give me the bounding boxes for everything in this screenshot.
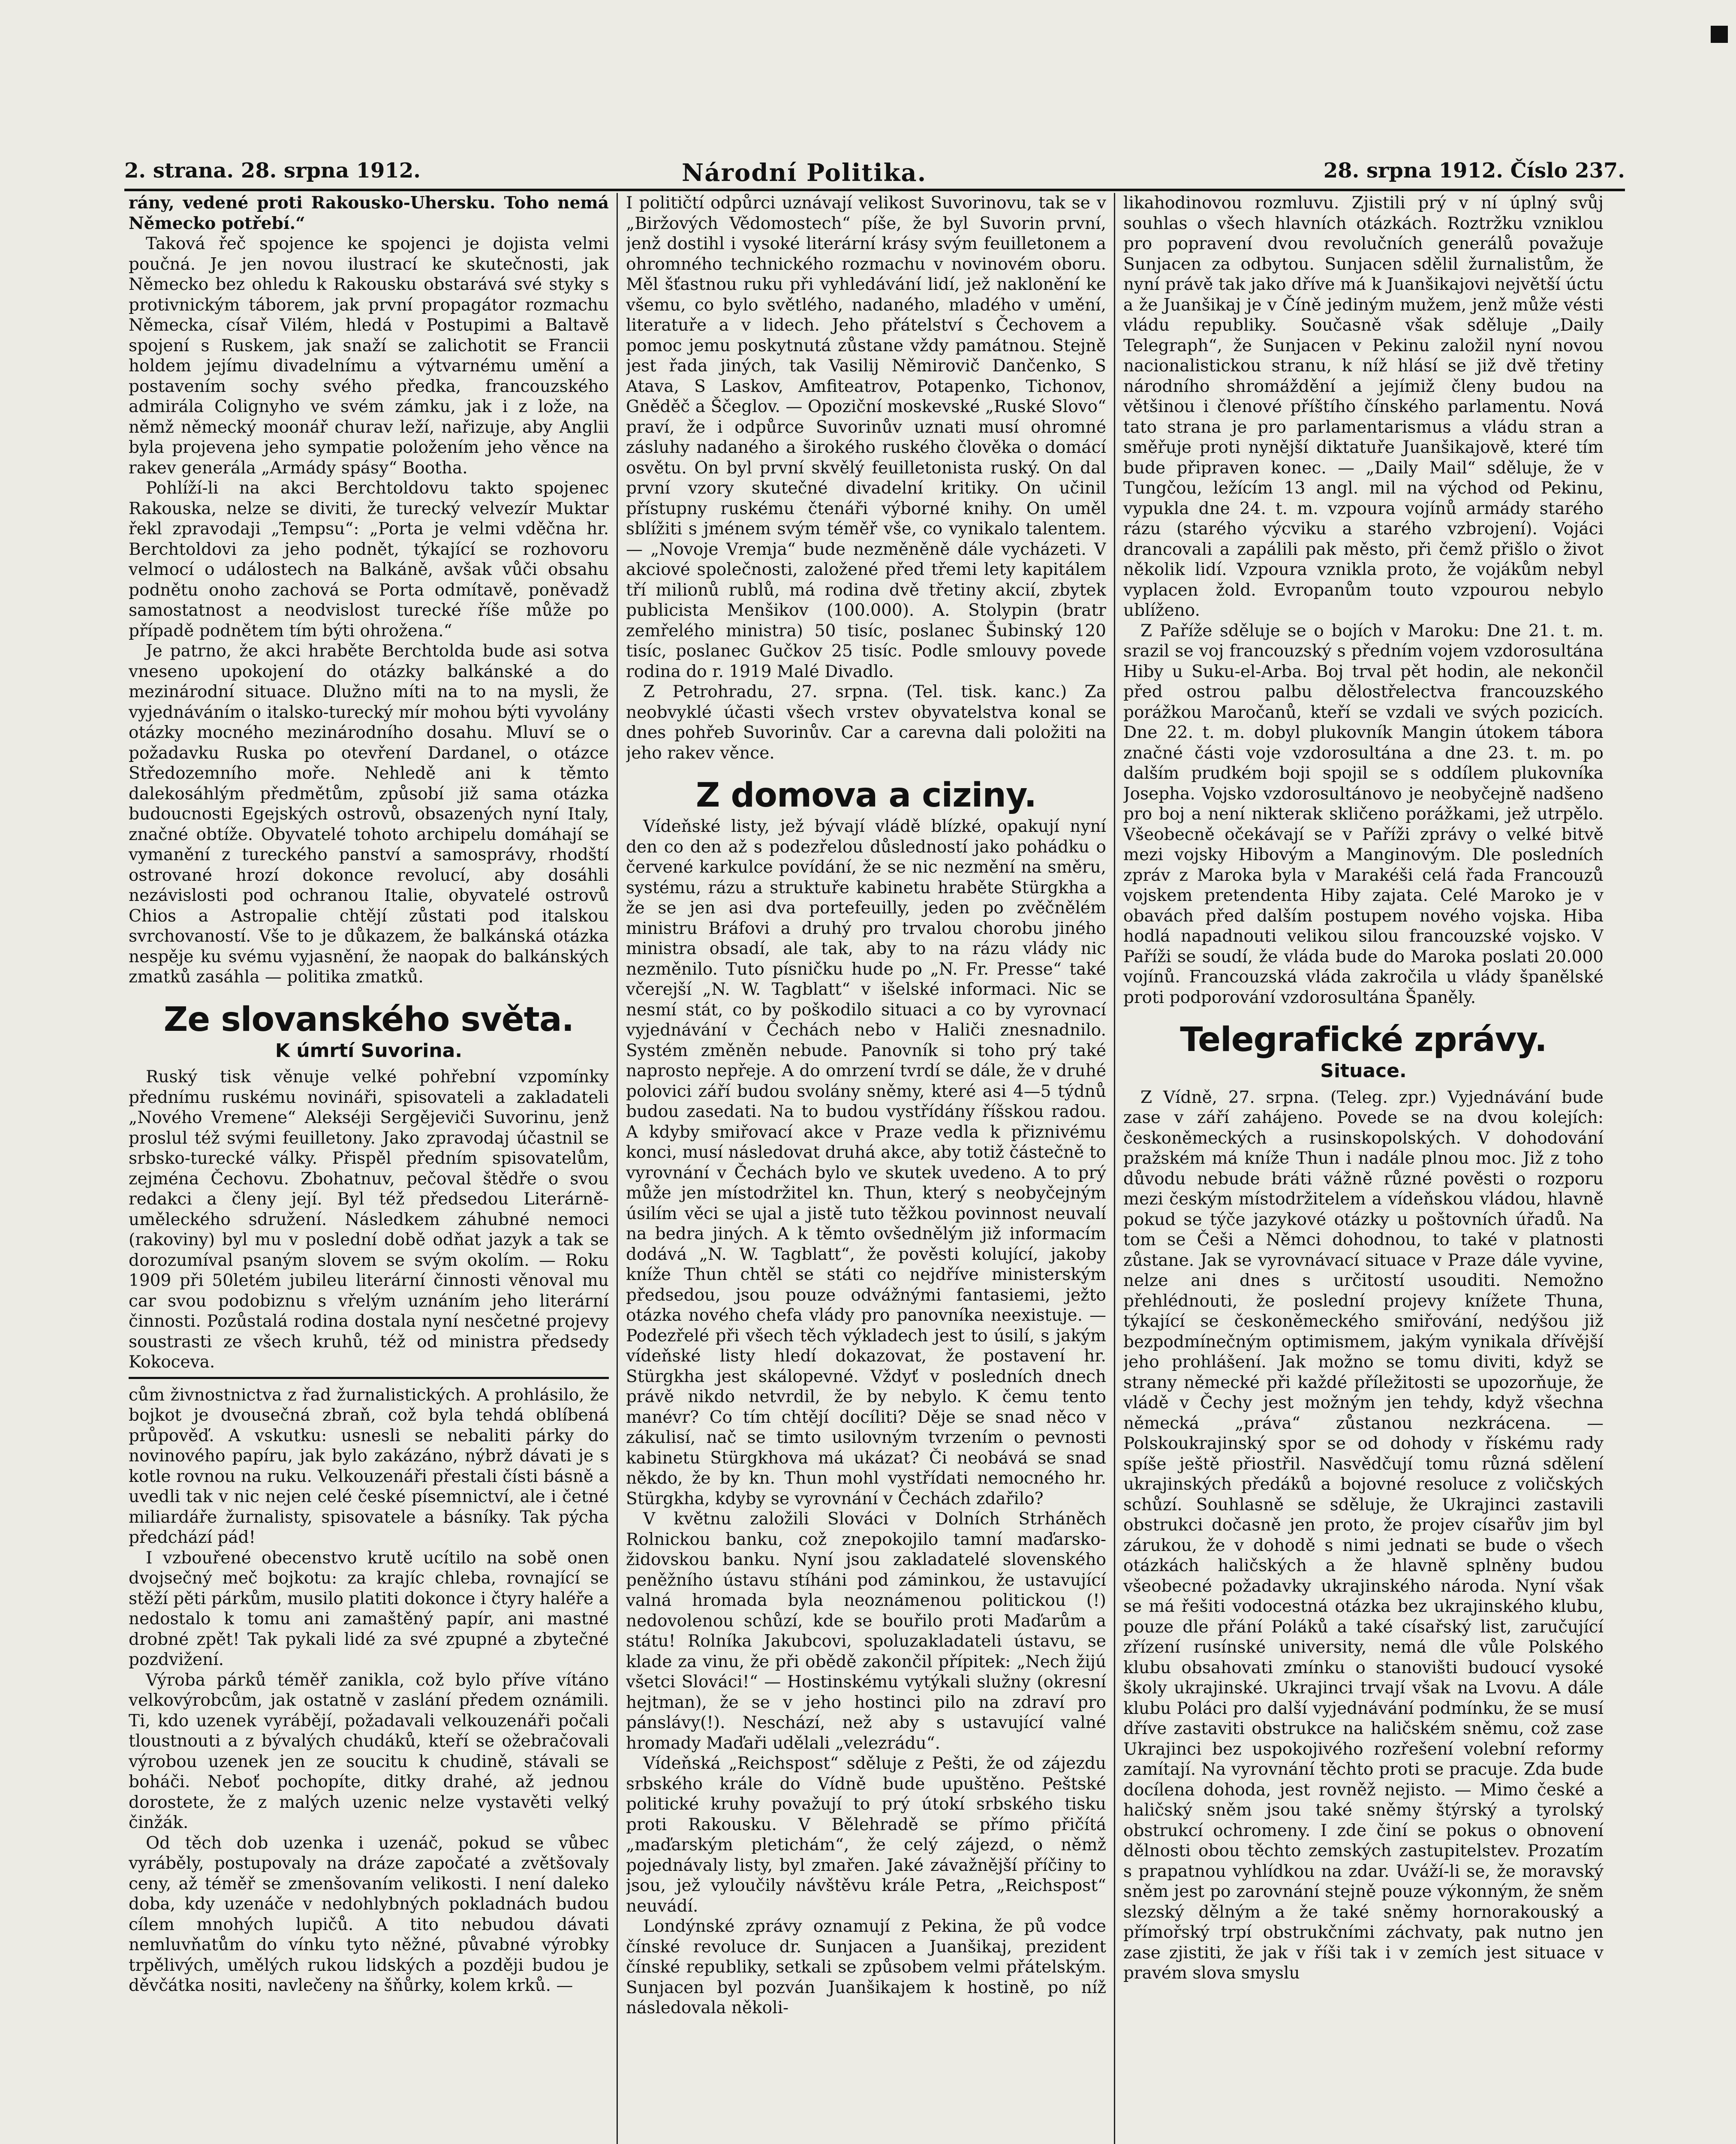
article-text: Vídeňské listy, jež bývají vládě blízké, opakují nyní den co den až s podezřelou důsledností jako pohádku o červené karkulce povídání, že se nic nezmění na směru, systému, rázu a struktuře kabinetu hraběte Stürgkha a že se jen asi dva portefeuilly, jeden po zvěčnělém ministru Bráfovi a druhý pro trvalou chorobu jiného ministra obsadí, ale tak, aby to na rázu vlády nic nezměnilo. Tuto písničku hude po „N. Fr. Presse“ také včerejší „N. W. Tagblatt“ v išelské informaci. Nic se nesmí stát, co by poškodilo situaci a co by vyrovnací vyjednávání v Čechách nebo v Haliči znesnadnilo. Systém změněn nebude. Panovník si toho prý také naprosto nepřeje. A do omrzení tvrdí se dále, že v druhé polovici září budou svolány sněmy, které asi 4—5 týdnů budou zasedati. Na to budou vystřídány říšskou radou. A kdyby smiřovací akce v Praze vedla k přiznivému konci, musí následovat druhá akce, aby totiž částečně to vyrovnání v Čechách bylo ve skutek uvedeno. A to prý může jen místodržitel kn. Thun, který s neobyčejným úsilím věci se ujal a jistě tuto těžkou povinnost neuvalí na bedra jiných. A k těmto ovšednělým již informacím dodává „N. W. Tagblatt“, že pověsti kolující, jakoby kníže Thun chtěl se státi co nejdříve ministerským předsedou, jsou pouze odvážnými fantasiemi, ježto otázka nového chefa vlády pro panovníka neexistuje. — Podezřelé při všech těch výkladech jest to úsilí, s jakým vídeňské listy hledí dokazovat, že postavení hr. Stürgkha jest skálopevné. Vždyť v posledních dnech právě nikdo netvrdil, že by nebylo. K čemu tento manévr? Co tím chtějí docíliti? Děje se snad něco v zákulisí, nač se timto usilovným tvrzením o pevnosti kabinetu Stürgkhova má ukázat? Či neobává se snad někdo, že by kn. Thun mohl vystřídati nemocného hr. Stürgkha, kdyby se vyrovnání v Čechách zdařilo? xyxy=(626,817,1106,1509)
article-text: V květnu založili Slováci v Dolních Strháněch Rolnickou banku, což znepokojilo tamní maďarsko-židovskou banku. Nyní jsou zakladatelé slovenského peněžního ústavu stíháni pod záminkou, že ustavující valná hromada byla neoznámenou politickou (!) nedovolenou schůzí, kde se bouřilo proti Maďarům a státu! Rolníka Jakubcovi, spoluzakladateli ústavu, se klade za vinu, že při obědě zakončil přípitek: „Nech žijú všetci Slováci!“ — Hostinskému vytýkali služny (okresní hejtman), že se v jeho hostinci pilo na zdraví pro pánslávy(!). Neschází, než aby s ustavující valné hromady Maďaři udělali „velezrádu“. xyxy=(626,1509,1106,1753)
article-text: likahodinovou rozmluvu. Zjistili prý v ní úplný svůj souhlas o všech hlavních otázkách. Roztržku vzniklou pro popravení dvou revolučních generálů považuje Sunjacen za odbytou. Sunjacen sdělil žurnalistům, že nyní právě tak jako dříve má k Juanšikajovi největší úctu a že Juanšikaj je v Číně jediným mužem, jenž může vésti vládu republiky. Současně však sděluje „Daily Telegraph“, že Sunjacen v Pekinu založil nyní novou nacionalistickou stranu, k níž hlásí se již dvě třetiny národního shromáždění a jejímiž členy budou na většinou i členové příštího čínského parlamentu. Nová tato strana je pro parlamentarismus a vládu stran a směřuje proti nynější diktatuře Juanšikajově, které tím bude připraven konec. — „Daily Mail“ sděluje, že v Tungčou, ležícím 13 angl. mil na východ od Pekinu, vypukla dne 24. t. m. vzpoura vojínů armády starého rázu (starého výcviku a starého vzbrojení). Vojáci drancovali a zapálili pak město, při čemž přišlo o život několik lidí. Vzpoura vznikla proto, že vojákům nebyl vyplacen žold. Evropanům touto vzpourou nebylo ublíženo. xyxy=(1123,193,1604,620)
article-text: Z Paříže sděluje se o bojích v Maroku: Dne 21. t. m. srazil se voj francouzský s předním vojem vzdorosultána Hiby u Suku-el-Arba. Boj trval pět hodin, ale nekončil před ostrou palbu dělostřelectva francouzského porážkou Maročanů, kteří se vzdali ve svých pozicích. Dne 22. t. m. dobyl plukovník Mangin útokem tábora značné části voje vzdorosultána a dne 23. t. m. po dalším prudkém boji spojil se s oddílem plukovníka Josepha. Vojsko vzdorosultánovo je neobyčejně nadšeno pro boj a není nikterak skličeno porážkami, jež utrpělo. Všeobecně očekávají se v Paříži zprávy o velké bitvě mezi vojsky Hibovým a Manginovým. Dle posledních zpráv z Maroka byla v Marakéši celá řada Francouzů vojskem pretendenta Hiby zajata. Celé Maroko je v obavách před dalším postupem nového vojska. Hiba hodlá napadnouti velikou silou francouzské vojsko. V Paříži se soudí, že vláda bude do Maroka poslati 20.000 vojínů. Francouzská vláda zakročila u vlády španělské proti podporování vzdorosultána Španěly. xyxy=(1123,621,1604,1007)
column-divider-2 xyxy=(1114,193,1115,2144)
article-text: Je patrno, že akci hraběte Berchtolda bude asi sotva vneseno upokojení do otázky balkánské a do mezinárodní situace. Dlužno míti na to na mysli, že vyjednáváním o italsko-turecký mír mohou býti vyvolány otázky mocného mezinárodního dosahu. Mluví se o požadavku Ruska po otevření Dardanel, o otázce Středozemního moře. Nehledě ani k těmto dalekosáhlým předmětům, způsobí již sama otázka budoucnosti Egejských ostrovů, obsazených nyní Italy, značné obtíže. Obyvatelé tohoto archipelu domáhají se vymanění z tureckého panství a samosprávy, rhodští ostrované hrozí dokonce revolucí, aby dosáhli nezávislosti pod ochranou Italie, obyvatelé ostrovů Chios a Astropalie chtějí zůstati pod italskou svrchovaností. Vše to je důkazem, že balkánská otázka nespěje ku svému vyjasnění, že naopak do balkánských zmatků zasáhla — politika zmatků. xyxy=(129,641,609,987)
column-divider-1 xyxy=(617,193,618,2144)
section-title: Z domova a ciziny. xyxy=(695,776,1037,815)
column-3 xyxy=(1123,193,1604,2144)
column-2 xyxy=(626,193,1106,2144)
article-text: I političtí odpůrci uznávají velikost Suvorinovu, tak se v „Biržových Vědomostech“ píše, že byl Suvorin první, jenž dostihl i vysoké literární krásy svým feuilletonem a ohromného technického rozmachu v novinovém oboru. Měl šťastnou ruku při vyhledávání lidí, jež naklonění ke všemu, co bylo světlého, nadaného, mladého v umění, literatuře a v lidech. Jeho přátelství s Čechovem a pomoc jemu poskytnutá zůstane vždy památnou. Stejně jest řada jiných, tak Vasilij Němirovič Dančenko, S Atava, S Laskov, Amfiteatrov, Potapenko, Tichonov, Gněděč a Ščeglov. — Opoziční moskevské „Ruské Slovo“ praví, že i odpůrce Suvorinův uznati musí ohromné zásluhy nadaného a širokého ruského člověka o domácí osvětu. On byl první skvělý feuilletonista ruský. On dal první vzory skutečné divadelní kritiky. On učinil přístupny ruskému čtenáři výborné knihy. On uměl sblížiti s jménem svým téměř vše, co vynikalo talentem. — „Novoje Vremja“ bude nezměněně dále vycházeti. V akciové společnosti, založené před třemi lety kapitálem tří milionů rublů, má rodina dvě třetiny akcií, zbytek publicista Menšikov (100.000). A. Stolypin (bratr zemřelého ministra) 50 tisíc, poslanec Šubinský 120 tisíc, poslanec Gučkov 25 tisíc. Podle smlouvy povede rodina do r. 1919 Malé Divadlo. xyxy=(626,193,1106,681)
article-text: I vzbouřené obecenstvo krutě ucítilo na sobě onen dvojsečný meč bojkotu: za krajíc chleba, rovnající se stěží pěti párkům, musilo platiti dokonce i čtyry haléře a nedostalo k tomu ani zamaštěný papír, ani mastné drobné zpět! Tak pykali lidé za své zpupné a zbytečné pozdvižení. xyxy=(129,1548,609,1669)
article-text: Taková řeč spojence ke spojenci je dojista velmi poučná. Je jen novou ilustrací ke skutečnosti, jak Německo bez ohledu k Rakousku obstarává své styky s protivnickým táborem, jak první propagátor rozmachu Německa, císař Vilém, hledá v Postupimi a Baltavě spojení s Ruskem, jak snaží se zalichotit se Francii holdem jejímu divadelnímu a výtvarnému umění a postavením sochy svého předka, francouzského admirála Colignyho ve svém zámku, jak i z lože, na němž německý moonář churav leží, nařizuje, aby Anglii byla projevena jeho sympatie položením jeho věnce na rakev generála „Armády spásy“ Bootha. xyxy=(129,234,609,478)
scan-corner-mark xyxy=(1711,26,1728,43)
header-rule xyxy=(124,189,1625,191)
article-text: Výroba párků téměř zanikla, což bylo příve vítáno velkovýrobcům, jak ostatně v zaslání předem oznámili. Ti, kdo uzenek vyrábějí, požadavali velkouzenáři počali tloustnouti a z bývalých chudáků, kteří se ožebračovali výrobou uzenek jen ze soucitu k chudině, stávali se boháči. Neboť pochopíte, ditky drahé, až jednou dorostete, že z malých uzenic nelze vystavěti velký činžák. xyxy=(129,1670,609,1832)
section-title: Ze slovanského světa. xyxy=(163,1000,574,1039)
masthead-title: Národní Politika. xyxy=(682,159,927,187)
column-1 xyxy=(129,193,609,2144)
feuilleton-divider xyxy=(129,1377,609,1379)
header-left: 2. strana. 28. srpna 1912. xyxy=(124,159,421,183)
article-text: Od těch dob uzenka i uzenáč, pokud se vůbec vyráběly, postupovaly na dráze započaté a zvětšovaly ceny, až téměř se zmenšovaním velikosti. I není daleko doba, kdy uzenáče v nedohlybných pokladnách budou cílem mnohých lupičů. A tito nebudou dávati nemluvňatům do vínku tyto něžné, půvabné výrobky trpělivých, umělých rukou lidských a později budou je děvčátka nositi, navlečeny na šňůrky, kolem krků. — xyxy=(129,1833,609,1995)
article-text: Z Vídně, 27. srpna. (Teleg. zpr.) Vyjednávání bude zase v září zahájeno. Povede se na dvou kolejích: českoněmeckých a rusinskopolských. V dohodování pražském má kníže Thun i nadále plnou moc. Již z toho důvodu nebude bráti vážně různé pověsti o rozporu mezi českým místodržitelem a vídeňskou vládou, hlavně pokud se týče jazykové otázky u poštovních úřadů. Na tom se Češi a Němci dohodnou, to také v platnosti zůstane. Jak se vyrovnávací situace v Praze dále vyvine, nelze ani dnes s určitostí usouditi. Nemožno přehlédnouti, že poslední projevy knížete Thuna, týkající se českoněmeckého smiřování, nedýšou již bezpodmínečným optimismem, jakým vynikala dřívější jeho prohlášení. Jak možno se tomu diviti, když se strany německé při každé příležitosti se upozorňuje, že vládě v Čechy jest možným jen tehdy, když všechna německá „práva“ zůstanou nezkrácena. — Polskoukrajinský spor se od dohody v řískému rady spíše ještě přiostřil. Nasvědčují tomu různá sdělení ukrajinských předáků a bojovné resoluce z voličských schůzí. Souhlasně se sděluje, že Ukrajinci zastavili obstrukci dočasně jen proto, že projev císařův jim byl zárukou, že v dohodě s nimi jednati se bude o všech otázkách haličských a že hlavně splněny budou všeobecné požadavky ukrajinského národa. Nyní však se má řešiti vodocestná otázka bez ukrajinského klubu, pouze dle přání Poláků a také císařský list, zaručující zřízení rusínské university, nemá dle vůle Polského klubu obsahovati zmínku o stanovišti budoucí vysoké školy ukrajinské. Ukrajinci trvají však na Lvovu. A dále klubu Poláci pro další vyjednávání podmínku, že se musí dříve zastaviti obstrukce na haličském sněmu, což zase Ukrajinci bez uspokojivého rozřešení volební reformy zamítají. Na vyrovnání těchto proti se pracuje. Zda bude docílena dohoda, jest rovněž nejisto. — Mimo české a haličský sněm jsou také sněmy štýrský a tyrolský obstrukcí ochromeny. I zde činí se pokus o obnovení dělnosti obou těchto zemských zastupitelstev. Prozatím s prapatnou vyhlídkou na zdar. Uváží-li se, že moravský sněm jest po zarovnání stejně pouze výkonným, že sněm slezský dělným a že také sněmy hornorakouský a přímořský trpí obstrukčními záchvaty, pak nutno jen zase zjistiti, že jak v říši tak i v zemích jest situace v pravém slova smyslu xyxy=(1123,1087,1604,1983)
article-text: Ruský tisk věnuje velké pohřební vzpomínky přednímu ruskému novináři, spisovateli a zakladateli „Nového Vremene“ Alekséji Sergějeviči Suvorinu, jenž proslul též svými feuilletony. Jako zpravodaj účastnil se srbsko-turecké války. Přispěl předním spisovatelům, zejména Čechovu. Zbohatnuv, pečoval štědře o svou redakci a členy její. Byl též předsedou Literárně-uměleckého sdružení. Následkem záhubné nemoci (rakoviny) byl mu v poslední době odňat jazyk a tak se dorozumíval psaným slovem se svým okolím. — Roku 1909 při 50letém jubileu literární činnosti věnoval mu car svou podobiznu s vřelým uznáním jeho literární činnosti. Pozůstalá rodina dostala nyní nesčetné projevy soustrasti ze všech kruhů, též od ministra předsedy Kokoceva. xyxy=(129,1067,609,1372)
article-text: Z Petrohradu, 27. srpna. (Tel. tisk. kanc.) Za neobvyklé účasti všech vrstev obyvatelstva konal se dnes pohřeb Suvorinův. Car a carevna dali položiti na jeho rakev věnce. xyxy=(626,682,1106,763)
page-header xyxy=(124,159,1625,189)
article-text: cům živnostnictva z řad žurnalistických. A prohlásilo, že bojkot je dvousečná zbraň, což byla tehdá oblíbená průpověď. A vskutku: usnesli se nebaliti párky do novinového papíru, jak bylo zakázáno, nýbrž dávati je s kotle rovnou na ruku. Velkouzenáři přestali čísti básně a uvedli tak v nic nejen celé české písemnictví, ale i četné miliardáře žurnalisty, spisovatele a básníky. Tak pýcha předchází pád! xyxy=(129,1385,609,1547)
article-text: rány, vedené proti Rakousko-Uhersku. Toho nemá Německo potřebí.“ xyxy=(129,193,609,233)
header-right: 28. srpna 1912. Číslo 237. xyxy=(1323,159,1625,183)
article-text: Vídeňská „Reichspost“ sděluje z Pešti, že od zájezdu srbského krále do Vídně bude upuštěno. Peštské politické kruhy považují to prý útokí srbského tisku proti Rakousku. V Bělehradě se přímo přičítá „maďarským pletichám“, že celý zájezd, o němž pojednávaly listy, byl zmařen. Jaké závažnější příčiny to jsou, jež vyloučily návštěvu krále Petra, „Reichspost“ neuvádí. xyxy=(626,1754,1106,1916)
section-subtitle: Situace. xyxy=(1320,1060,1407,1082)
section-subtitle: K úmrtí Suvorina. xyxy=(275,1039,463,1062)
article-text: Pohlíží-li na akci Berchtoldovu takto spojenec Rakouska, nelze se diviti, že turecký velvezír Muktar řekl zpravodaji „Tempsu“: „Porta je velmi vděčna hr. Berchtoldovi za jeho podnět, týkající se rozhovoru velmocí o událostech na Balkáně, avšak vůči obsahu podnětu onoho zachová se Porta odmítavě, poněvadž samostatnost a neodvislost turecké říše může po případě podnětem tím býti ohrožena.“ xyxy=(129,479,609,641)
article-text: Londýnské zprávy oznamují z Pekina, že pů vodce čínské revoluce dr. Sunjacen a Juanšikaj, prezident čínské republiky, setkali se způsobem velmi přátelským. Sunjacen byl pozván Juanšikajem k hostině, po níž následovala několi- xyxy=(626,1917,1106,2018)
section-title: Telegrafické zprávy. xyxy=(1180,1021,1547,1059)
